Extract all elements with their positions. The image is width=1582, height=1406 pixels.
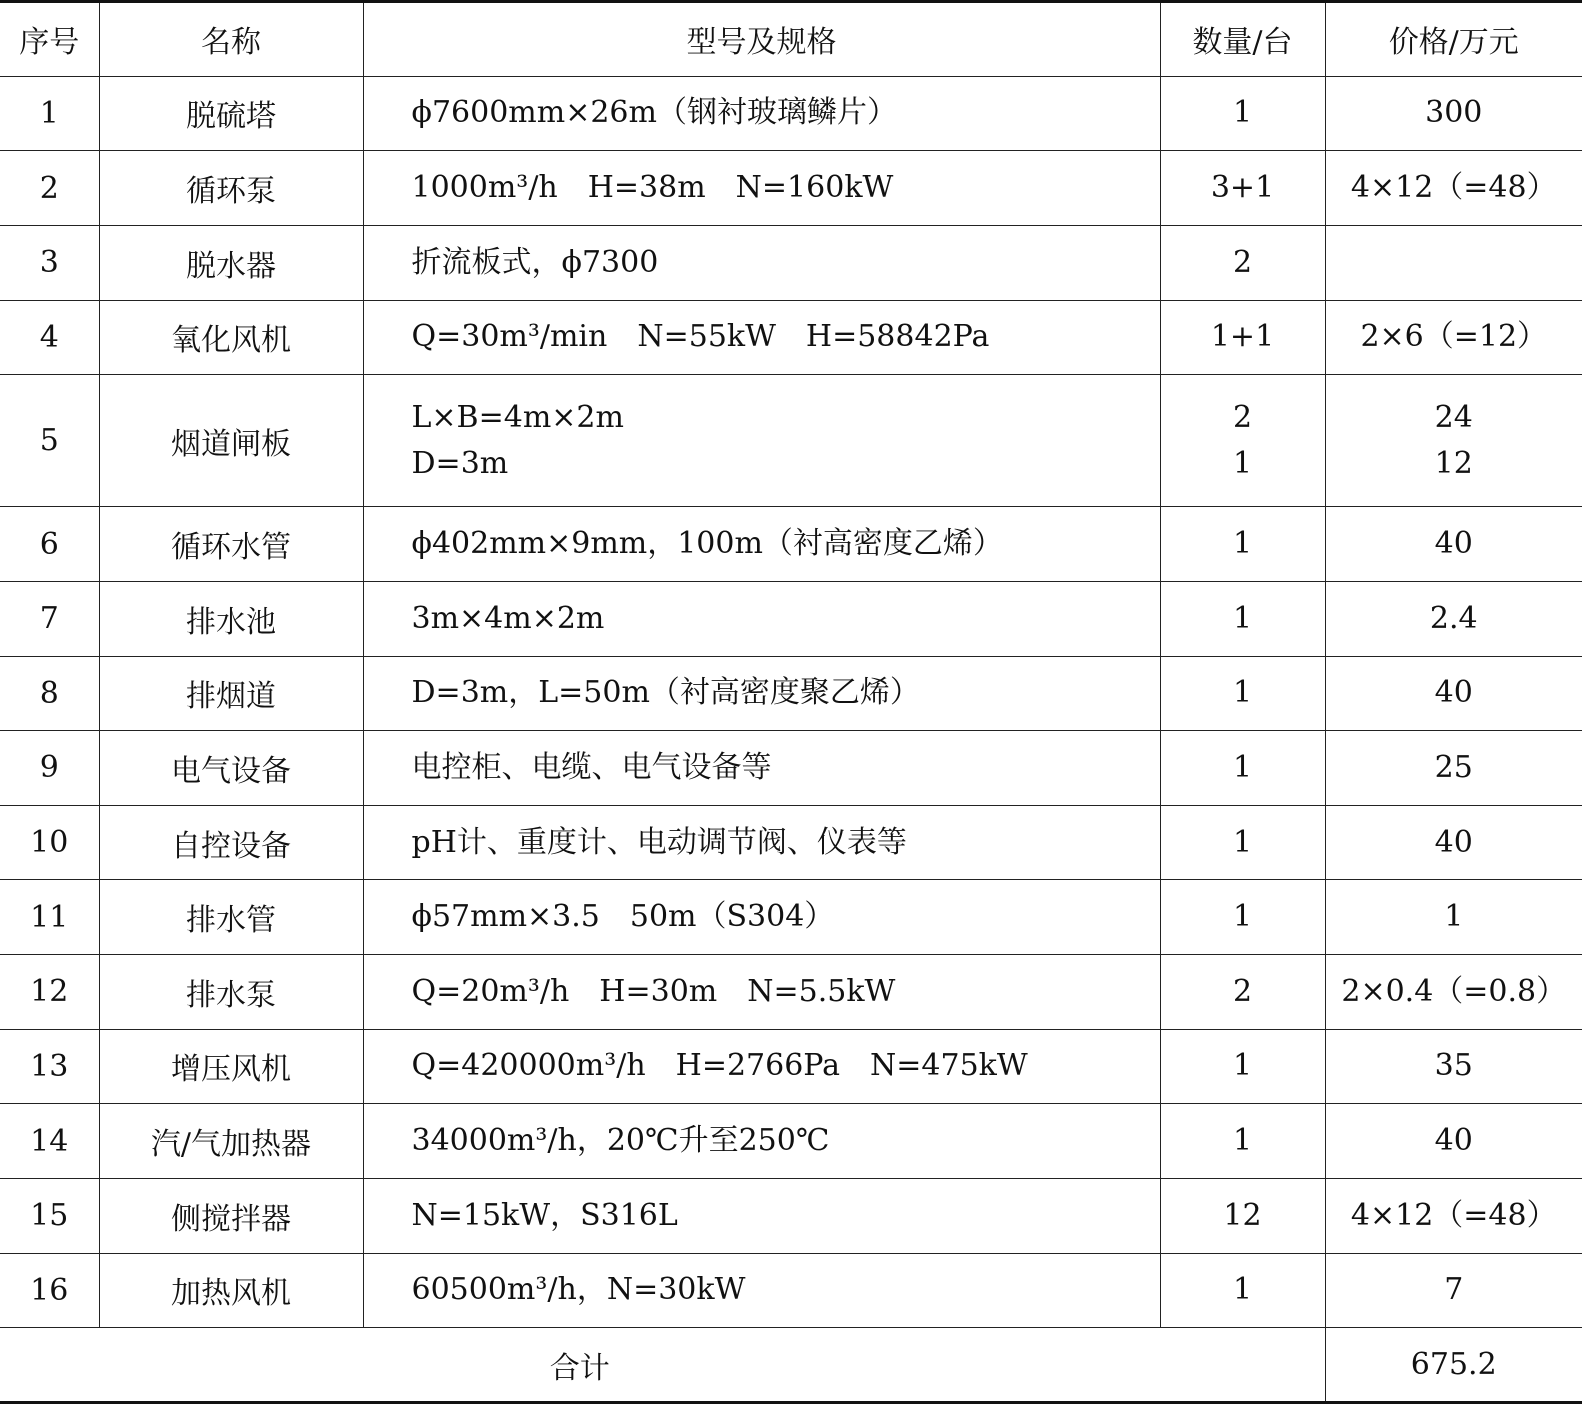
cell-name: 脱硫塔 [99, 76, 363, 151]
cell-price [1325, 1029, 1582, 1104]
table-row [0, 300, 1582, 375]
cell-qty [1160, 955, 1325, 1030]
total-label: 合计 [0, 1328, 1325, 1403]
cell-spec-line: ϕ7600mm×26m（钢衬玻璃鳞片） [411, 95, 897, 131]
table-row [0, 581, 1582, 656]
cell-qty [1160, 300, 1325, 375]
cell-price-line: 1 [1444, 899, 1464, 935]
cell-name: 加热风机 [99, 1253, 363, 1328]
cell-qty-line: 1 [1232, 1123, 1253, 1159]
cell-spec [363, 225, 1160, 300]
cell-spec-line: L×B=4m×2m [411, 399, 624, 435]
cell-no: 16 [0, 1253, 99, 1328]
cell-name: 排水管 [99, 880, 363, 955]
cell-price-line: 2.4 [1429, 600, 1478, 636]
cell-name: 脱水器 [99, 225, 363, 300]
cell-no: 15 [0, 1178, 99, 1253]
cell-spec-line: D=3m [411, 445, 509, 481]
cell-spec [363, 805, 1160, 880]
header-row [0, 2, 1582, 77]
cell-qty [1160, 225, 1325, 300]
table-row [0, 1178, 1582, 1253]
cell-price-line: 35 [1434, 1048, 1473, 1084]
cell-spec-line: 3m×4m×2m [411, 600, 605, 636]
cell-price [1325, 300, 1582, 375]
cell-spec [363, 151, 1160, 226]
cell-qty-line: 1 [1232, 1272, 1253, 1308]
header-cell-spec: 型号及规格 [363, 2, 1160, 77]
cell-name: 排烟道 [99, 656, 363, 731]
table-row [0, 955, 1582, 1030]
cell-qty-line: 1 [1232, 675, 1253, 711]
cell-no: 12 [0, 955, 99, 1030]
cell-qty-line: 1 [1232, 526, 1253, 562]
cell-name: 烟道闸板 [99, 375, 363, 507]
cell-qty [1160, 151, 1325, 226]
table-row [0, 1253, 1582, 1328]
cell-qty [1160, 656, 1325, 731]
cell-price [1325, 1178, 1582, 1253]
cell-qty [1160, 1029, 1325, 1104]
cell-spec-line: Q=420000m³/h H=2766Pa N=475kW [411, 1048, 1028, 1084]
cell-no: 5 [0, 375, 99, 507]
cell-spec-line: Q=30m³/min N=55kW H=58842Pa [411, 319, 990, 355]
cell-name: 排水池 [99, 581, 363, 656]
cell-qty [1160, 880, 1325, 955]
cell-price-line: 2×0.4（=0.8） [1341, 973, 1567, 1009]
cell-spec-line: 折流板式，ϕ7300 [411, 244, 659, 280]
cell-no: 11 [0, 880, 99, 955]
cell-spec-line: ϕ402mm×9mm，100m（衬高密度乙烯） [411, 526, 1003, 562]
cell-name: 自控设备 [99, 805, 363, 880]
cell-qty-line: 1+1 [1210, 319, 1275, 355]
cell-price [1325, 225, 1582, 300]
cell-spec-line: 1000m³/h H=38m N=160kW [411, 170, 894, 206]
cell-price [1325, 805, 1582, 880]
cell-qty [1160, 1178, 1325, 1253]
cell-qty [1160, 507, 1325, 582]
cell-qty [1160, 1104, 1325, 1179]
cell-no: 2 [0, 151, 99, 226]
cell-price [1325, 1253, 1582, 1328]
cell-name: 循环水管 [99, 507, 363, 582]
cell-qty-line: 1 [1232, 1048, 1253, 1084]
cell-qty-line: 2 [1232, 399, 1253, 435]
cell-qty [1160, 805, 1325, 880]
cell-qty-line: 1 [1232, 445, 1253, 481]
cell-spec [363, 955, 1160, 1030]
cell-spec-line: Q=20m³/h H=30m N=5.5kW [411, 973, 896, 1009]
cell-qty [1160, 375, 1325, 507]
cell-spec [363, 731, 1160, 806]
cell-price [1325, 375, 1582, 507]
cell-spec [363, 1104, 1160, 1179]
table-row [0, 151, 1582, 226]
cell-spec-line: N=15kW，S316L [411, 1197, 678, 1233]
cell-price-line: 7 [1444, 1272, 1464, 1308]
cell-spec [363, 656, 1160, 731]
cell-spec [363, 507, 1160, 582]
cell-spec [363, 300, 1160, 375]
cell-price [1325, 731, 1582, 806]
cell-qty-line: 1 [1232, 824, 1253, 860]
cell-price-line: 40 [1434, 675, 1473, 711]
table-row [0, 225, 1582, 300]
cell-price [1325, 880, 1582, 955]
cell-no: 13 [0, 1029, 99, 1104]
cell-price [1325, 656, 1582, 731]
cell-no: 8 [0, 656, 99, 731]
cell-qty [1160, 731, 1325, 806]
cell-no: 3 [0, 225, 99, 300]
cell-spec [363, 1253, 1160, 1328]
cell-price [1325, 955, 1582, 1030]
cell-name: 侧搅拌器 [99, 1178, 363, 1253]
table-row [0, 1104, 1582, 1179]
cell-spec-line: pH计、重度计、电动调节阀、仪表等 [411, 824, 907, 860]
cell-price-line: 40 [1434, 526, 1473, 562]
cell-no: 14 [0, 1104, 99, 1179]
cell-spec [363, 375, 1160, 507]
cell-no: 9 [0, 731, 99, 806]
cell-spec [363, 581, 1160, 656]
cell-spec [363, 880, 1160, 955]
cell-name: 电气设备 [99, 731, 363, 806]
cell-qty-line: 1 [1232, 600, 1253, 636]
header-cell-no: 序号 [0, 2, 99, 77]
cell-no: 6 [0, 507, 99, 582]
cell-name: 排水泵 [99, 955, 363, 1030]
table-row [0, 1029, 1582, 1104]
cell-price-line: 40 [1434, 824, 1473, 860]
cell-qty [1160, 76, 1325, 151]
cell-spec-line: 电控柜、电缆、电气设备等 [411, 749, 772, 785]
table-row [0, 76, 1582, 151]
cell-spec-line: D=3m，L=50m（衬高密度聚乙烯） [411, 675, 920, 711]
cell-price [1325, 1104, 1582, 1179]
cell-price-line: 2×6（=12） [1360, 319, 1548, 355]
cell-spec [363, 1178, 1160, 1253]
header-cell-price: 价格/万元 [1325, 2, 1582, 77]
cell-qty-line: 1 [1232, 95, 1253, 131]
cell-price-line: 25 [1434, 749, 1473, 785]
table-row [0, 507, 1582, 582]
cell-name: 循环泵 [99, 151, 363, 226]
cell-qty-line: 2 [1232, 244, 1253, 280]
cell-no: 1 [0, 76, 99, 151]
cell-spec-line: ϕ57mm×3.5 50m（S304） [411, 899, 835, 935]
cell-price [1325, 76, 1582, 151]
cell-name: 增压风机 [99, 1029, 363, 1104]
cell-price-line: 12 [1434, 445, 1473, 481]
cell-name: 氧化风机 [99, 300, 363, 375]
cell-price-line: 300 [1425, 95, 1483, 131]
total-row [0, 1328, 1582, 1403]
cell-qty-line: 12 [1223, 1197, 1262, 1233]
cell-price-line: 24 [1434, 399, 1473, 435]
table-row [0, 805, 1582, 880]
cell-spec-line: 34000m³/h，20℃升至250℃ [411, 1123, 830, 1159]
table-row [0, 656, 1582, 731]
cell-qty-line: 3+1 [1210, 170, 1275, 206]
cell-qty-line: 1 [1232, 899, 1253, 935]
header-cell-name: 名称 [99, 2, 363, 77]
cell-no: 10 [0, 805, 99, 880]
cell-no: 4 [0, 300, 99, 375]
cell-price-line: 40 [1434, 1123, 1473, 1159]
cell-spec [363, 76, 1160, 151]
table-row [0, 880, 1582, 955]
table-row [0, 375, 1582, 507]
total-value: 675.2 [1325, 1328, 1582, 1403]
cell-price [1325, 151, 1582, 226]
cell-no: 7 [0, 581, 99, 656]
cell-price [1325, 507, 1582, 582]
cell-qty-line: 1 [1232, 749, 1253, 785]
cell-qty [1160, 1253, 1325, 1328]
cell-price [1325, 581, 1582, 656]
cell-name: 汽/气加热器 [99, 1104, 363, 1179]
cell-price-line: 4×12（=48） [1350, 1197, 1557, 1233]
cell-qty-line: 2 [1232, 973, 1253, 1009]
header-cell-qty: 数量/台 [1160, 2, 1325, 77]
cell-spec [363, 1029, 1160, 1104]
cell-price-line: 4×12（=48） [1350, 170, 1557, 206]
table-row [0, 731, 1582, 806]
cell-qty [1160, 581, 1325, 656]
cell-spec-line: 60500m³/h，N=30kW [411, 1272, 746, 1308]
